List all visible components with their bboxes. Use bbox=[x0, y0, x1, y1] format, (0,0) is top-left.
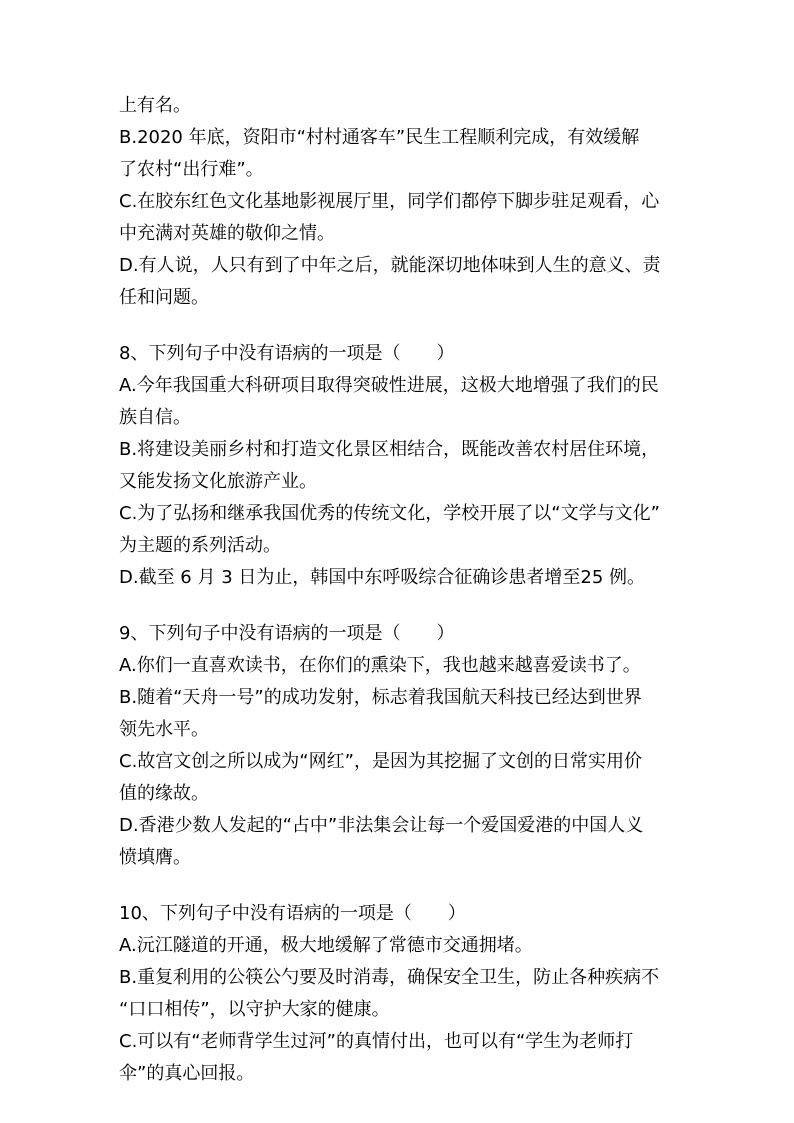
prev-question-tail: 上有名。 bbox=[119, 95, 191, 116]
q10-option-b-line1: B.重复利用的公筷公勺要及时消毒，确保安全卫生，防止各种疾病不 bbox=[119, 967, 660, 988]
q8-option-d-line1: D.截至 6 月 3 日为止，韩国中东呼吸综合征确诊患者增至25 例。 bbox=[119, 567, 645, 588]
q9-option-d-line1: D.香港少数人发起的“占中”非法集会让每一个爱国爱港的中国人义 bbox=[119, 815, 644, 836]
q8-option-b-line2: 又能发扬文化旅游产业。 bbox=[119, 471, 317, 492]
q10-option-c-line2: 伞”的真心回报。 bbox=[119, 1063, 255, 1084]
q10-option-b-line2: “口口相传”，以守护大家的健康。 bbox=[119, 999, 390, 1020]
q9-option-c-line1: C.故宫文创之所以成为“网红”，是因为其挖掘了文创的日常实用价 bbox=[119, 751, 642, 772]
q9-option-d-line2: 愤填膺。 bbox=[119, 847, 191, 868]
q10-option-a-line1: A.沅江隧道的开通，极大地缓解了常德市交通拥堵。 bbox=[119, 935, 533, 956]
q8-option-a-line2: 族自信。 bbox=[119, 407, 191, 428]
q8-option-a-line1: A.今年我国重大科研项目取得突破性进展，这极大地增强了我们的民 bbox=[119, 375, 659, 396]
spacer bbox=[119, 874, 689, 898]
spacer bbox=[119, 594, 689, 618]
question-10-stem: 10、下列句子中没有语病的一项是（ ） bbox=[119, 903, 466, 924]
q8-option-c-line2: 为主题的系列活动。 bbox=[119, 535, 281, 556]
prev-option-d-line2: 任和问题。 bbox=[119, 287, 209, 308]
q9-option-c-line2: 值的缘故。 bbox=[119, 783, 209, 804]
q8-option-b-line1: B.将建设美丽乡村和打造文化景区相结合，既能改善农村居住环境， bbox=[119, 439, 660, 460]
q8-option-c-line1: C.为了弘扬和继承我国优秀的传统文化，学校开展了以“文学与文化” bbox=[119, 503, 660, 524]
q9-option-b-line1: B.随着“天舟一号”的成功发射，标志着我国航天科技已经达到世界 bbox=[119, 687, 642, 708]
q10-option-c-line1: C.可以有“老师背学生过河”的真情付出，也可以有“学生为老师打 bbox=[119, 1031, 634, 1052]
question-content bbox=[119, 90, 689, 1090]
q9-option-b-line2: 领先水平。 bbox=[119, 719, 209, 740]
question-8-stem: 8、下列句子中没有语病的一项是（ ） bbox=[119, 343, 455, 364]
prev-option-b-line1: B.2020 年底，资阳市“村村通客车”民生工程顺利完成，有效缓解 bbox=[119, 127, 640, 148]
prev-option-c-line1: C.在胶东红色文化基地影视展厅里，同学们都停下脚步驻足观看，心 bbox=[119, 191, 660, 212]
prev-option-d-line1: D.有人说，人只有到了中年之后，就能深切地体味到人生的意义、责 bbox=[119, 255, 661, 276]
question-9-stem: 9、下列句子中没有语病的一项是（ ） bbox=[119, 623, 455, 644]
prev-option-c-line2: 中充满对英雄的敬仰之情。 bbox=[119, 223, 335, 244]
spacer bbox=[119, 314, 689, 338]
prev-option-b-line2: 了农村“出行难”。 bbox=[119, 159, 264, 180]
q9-option-a-line1: A.你们一直喜欢读书，在你们的熏染下，我也越来越喜爱读书了。 bbox=[119, 655, 641, 676]
